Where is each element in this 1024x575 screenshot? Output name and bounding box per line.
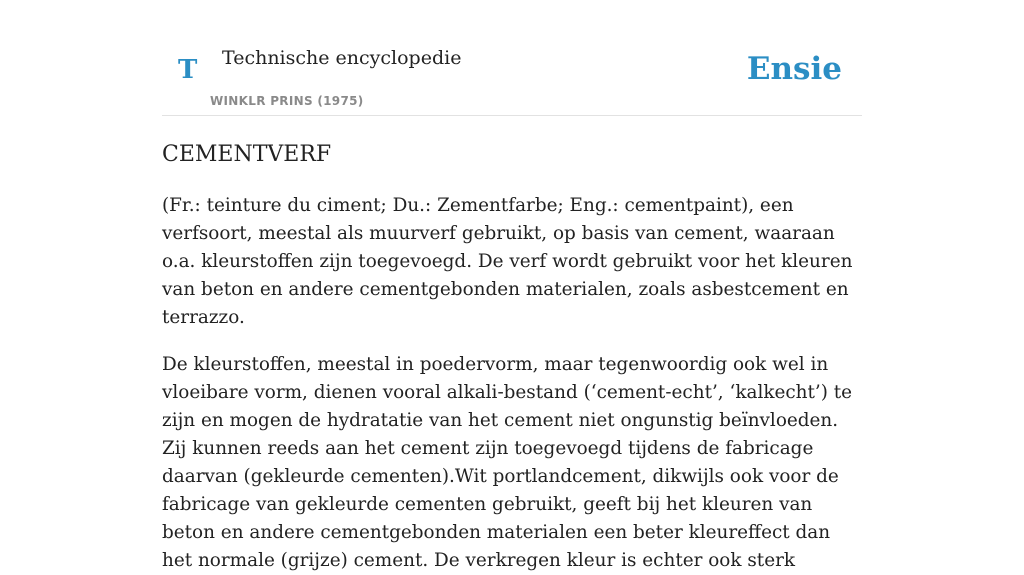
article-title: CEMENTVERF <box>162 142 332 167</box>
source-title-link[interactable]: Technische encyclopedie <box>222 47 462 69</box>
article-paragraph: De kleurstoffen, meestal in poedervorm, maar tegenwoordig ook wel in vloeibare vorm, dienen vooral alkali-bestand (‘cement-echt’, ‘kalkecht’) te zijn en mogen de hydratatie van het cement niet ongunstig beïnvloeden. Zij kunnen reeds aan het cement zijn toegevoegd tijdens de fabricage daarvan (gekleurde cementen).Wit portlandcement, dikwijls ook voor de fabricage van gekleurde cementen gebruikt, geeft bij het kleuren van beton en andere cementgebonden materialen een beter kleureffect dan het normale (grijze) cement. De verkregen kleur is echter ook sterk <box>162 354 853 571</box>
source-header <box>162 0 862 116</box>
article-paragraph: (Fr.: teinture du ciment; Du.: Zementfarbe; Eng.: cementpaint), een verfsoort, meestal als muurverf gebruikt, op basis van cement, waaraan o.a. kleurstoffen zijn toegevoegd. De verf wordt gebruikt voor het kleuren van beton en andere cementgebonden materialen, zoals asbestcement en terrazzo. <box>162 195 853 328</box>
source-logo-icon[interactable]: T <box>178 55 198 85</box>
brand-logo-link[interactable]: Ensie <box>746 51 842 87</box>
article-body <box>162 192 862 575</box>
source-subtitle: WINKLR PRINS (1975) <box>210 94 364 108</box>
article <box>162 138 862 575</box>
